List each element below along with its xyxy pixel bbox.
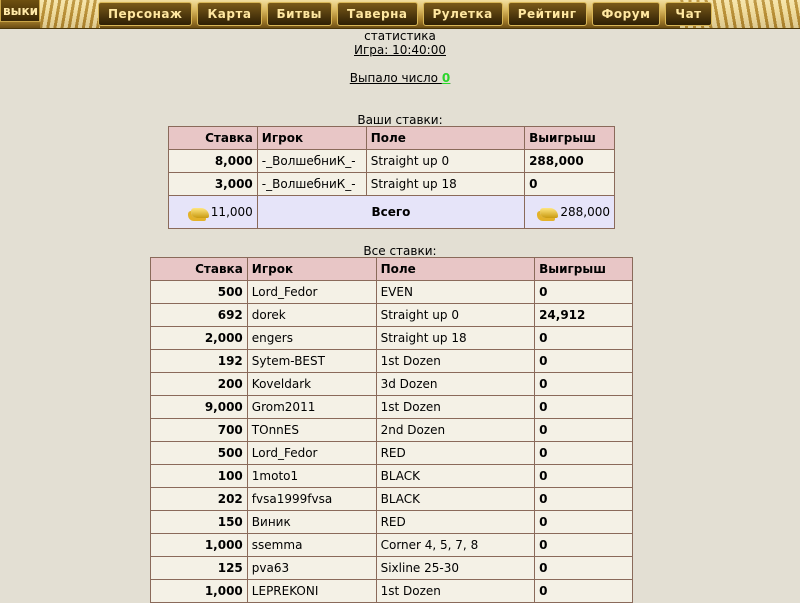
bet-win: 0 xyxy=(535,419,633,442)
table-row xyxy=(169,150,615,173)
table-row xyxy=(151,557,633,580)
table-row xyxy=(151,419,633,442)
result-number: 0 xyxy=(441,71,451,85)
decorative-wing-left xyxy=(40,0,100,28)
bet-stake: 692 xyxy=(151,304,248,327)
game-time-wrapper xyxy=(0,43,800,57)
bet-stake: 1,000 xyxy=(151,580,248,603)
table-row xyxy=(151,396,633,419)
bet-field: BLACK xyxy=(376,465,534,488)
bet-field: RED xyxy=(376,442,534,465)
bet-field: RED xyxy=(376,511,534,534)
all-bets-table xyxy=(150,257,633,603)
bet-win: 0 xyxy=(535,580,633,603)
table-row xyxy=(151,488,633,511)
table-row xyxy=(151,534,633,557)
nav-tavern-button[interactable]: Таверна xyxy=(337,2,418,26)
game-time-link[interactable]: Игра: 10:40:00 xyxy=(353,43,446,57)
bet-win: 0 xyxy=(535,327,633,350)
table-row xyxy=(151,281,633,304)
bet-field: EVEN xyxy=(376,281,534,304)
nav-roulette-button[interactable]: Рулетка xyxy=(423,2,503,26)
bet-stake: 192 xyxy=(151,350,248,373)
bet-stake: 150 xyxy=(151,511,248,534)
bet-win: 0 xyxy=(535,511,633,534)
bet-player: Lord_Fedor xyxy=(247,281,376,304)
table-row xyxy=(151,304,633,327)
table-row xyxy=(151,327,633,350)
nav-rating-button[interactable]: Рейтинг xyxy=(508,2,587,26)
column-header-win: Выигрыш xyxy=(525,127,615,150)
gold-coins-icon xyxy=(191,208,209,218)
bet-stake: 700 xyxy=(151,419,248,442)
total-stake: 11,000 xyxy=(210,205,253,219)
bet-win: 24,912 xyxy=(535,304,633,327)
page-title: статистика xyxy=(364,29,436,43)
total-win: 288,000 xyxy=(560,205,610,219)
result-link[interactable] xyxy=(350,71,450,85)
nav-skills-button[interactable]: выки xyxy=(0,0,40,22)
bet-field: Straight up 18 xyxy=(366,173,524,196)
bet-player: Sytem-BEST xyxy=(247,350,376,373)
bet-field: Straight up 0 xyxy=(366,150,524,173)
column-header-stake: Ставка xyxy=(151,258,248,281)
bet-field: 1st Dozen xyxy=(376,396,534,419)
bet-player: Lord_Fedor xyxy=(247,442,376,465)
bet-field: 2nd Dozen xyxy=(376,419,534,442)
bet-field: Straight up 18 xyxy=(376,327,534,350)
total-win-cell xyxy=(525,196,615,229)
total-row xyxy=(169,196,615,229)
table-row xyxy=(169,173,615,196)
bet-win: 0 xyxy=(535,534,633,557)
result-label: Выпало число xyxy=(349,71,439,85)
nav-forum-button[interactable]: Форум xyxy=(592,2,661,26)
bet-win: 288,000 xyxy=(525,150,615,173)
bet-win: 0 xyxy=(535,396,633,419)
bet-field: Sixline 25-30 xyxy=(376,557,534,580)
column-header-player: Игрок xyxy=(247,258,376,281)
bet-field: Straight up 0 xyxy=(376,304,534,327)
bet-field: Corner 4, 5, 7, 8 xyxy=(376,534,534,557)
my-bets-caption: Ваши ставки: xyxy=(357,113,443,127)
bet-field: 1st Dozen xyxy=(376,350,534,373)
bet-player: 1moto1 xyxy=(247,465,376,488)
nav-character-button[interactable]: Персонаж xyxy=(98,2,192,26)
table-row xyxy=(151,511,633,534)
bet-stake: 3,000 xyxy=(169,173,258,196)
gold-coins-icon xyxy=(540,208,558,218)
bet-win: 0 xyxy=(535,442,633,465)
bet-win: 0 xyxy=(535,281,633,304)
bet-field: 3d Dozen xyxy=(376,373,534,396)
bet-player: ssemma xyxy=(247,534,376,557)
bet-stake: 100 xyxy=(151,465,248,488)
bet-win: 0 xyxy=(535,488,633,511)
bet-stake: 1,000 xyxy=(151,534,248,557)
bet-stake: 202 xyxy=(151,488,248,511)
bet-stake: 500 xyxy=(151,442,248,465)
bet-win: 0 xyxy=(525,173,615,196)
bet-win: 0 xyxy=(535,465,633,488)
column-header-field: Поле xyxy=(376,258,534,281)
bet-win: 0 xyxy=(535,557,633,580)
bet-win: 0 xyxy=(535,350,633,373)
bet-player: -_ВолшебниК_- xyxy=(257,150,366,173)
nav-battles-button[interactable]: Битвы xyxy=(267,2,332,26)
bet-stake: 125 xyxy=(151,557,248,580)
bet-stake: 500 xyxy=(151,281,248,304)
table-row xyxy=(151,373,633,396)
table-row xyxy=(151,442,633,465)
bet-player: engers xyxy=(247,327,376,350)
bet-field: BLACK xyxy=(376,488,534,511)
my-bets-table xyxy=(168,126,615,229)
main-nav xyxy=(98,2,712,26)
column-header-field: Поле xyxy=(366,127,524,150)
total-label: Всего xyxy=(257,196,524,229)
bet-stake: 9,000 xyxy=(151,396,248,419)
bet-player: -_ВолшебниК_- xyxy=(257,173,366,196)
bet-stake: 8,000 xyxy=(169,150,258,173)
bet-player: TOnnES xyxy=(247,419,376,442)
nav-chat-button[interactable]: Чат xyxy=(665,2,711,26)
bet-player: dorek xyxy=(247,304,376,327)
table-header-row xyxy=(151,258,633,281)
table-row xyxy=(151,580,633,603)
column-header-player: Игрок xyxy=(257,127,366,150)
column-header-win: Выигрыш xyxy=(535,258,633,281)
column-header-stake: Ставка xyxy=(169,127,258,150)
table-row xyxy=(151,465,633,488)
bet-player: pva63 xyxy=(247,557,376,580)
bet-stake: 2,000 xyxy=(151,327,248,350)
nav-map-button[interactable]: Карта xyxy=(197,2,261,26)
bet-field: 1st Dozen xyxy=(376,580,534,603)
all-bets-caption: Все ставки: xyxy=(363,244,437,258)
bet-player: Grom2011 xyxy=(247,396,376,419)
bet-player: LEPREKONI xyxy=(247,580,376,603)
bet-stake: 200 xyxy=(151,373,248,396)
bet-win: 0 xyxy=(535,373,633,396)
bet-player: Виник xyxy=(247,511,376,534)
table-header-row xyxy=(169,127,615,150)
bet-player: Koveldark xyxy=(247,373,376,396)
bet-player: fvsa1999fvsa xyxy=(247,488,376,511)
result-line xyxy=(0,71,800,85)
table-row xyxy=(151,350,633,373)
total-stake-cell xyxy=(169,196,258,229)
